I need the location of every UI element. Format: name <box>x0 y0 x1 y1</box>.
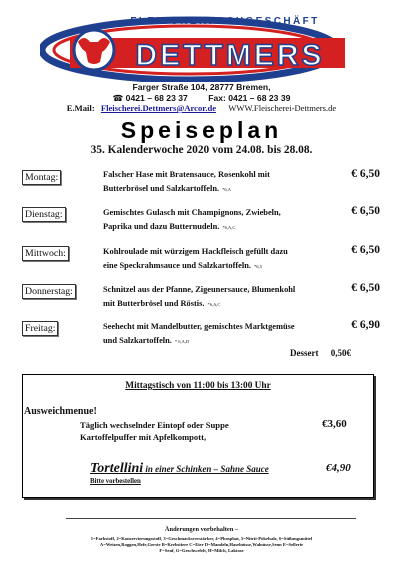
dessert-line <box>290 348 351 358</box>
dish-line: Paprika und dazu Butternudeln. <box>103 222 220 231</box>
dish-line: Seehecht mit Mandelbutter, gemischtes Marktgemüse <box>103 322 295 331</box>
alternative-menu-title: Ausweichmenue! <box>24 406 97 417</box>
address: Farger Straße 104, 28777 Bremen, <box>132 82 271 92</box>
email-label: E.Mail: <box>66 103 95 113</box>
special-dish-desc: in einer Schinken – Sahne Sauce <box>143 464 269 474</box>
day-tuesday: Dienstag: <box>22 207 66 222</box>
price-friday: € 6,90 <box>351 319 380 331</box>
allergen-codes: *6,5 <box>253 264 262 269</box>
dish-line: und Salzkartoffeln. <box>103 336 172 345</box>
dish-line: Schnitzel aus der Pfanne, Zigeunersauce, Blumenkohl <box>103 285 296 294</box>
allergen-codes: *6,A,C <box>222 225 236 230</box>
dish-monday <box>103 168 313 197</box>
footer-divider <box>66 518 356 519</box>
day-thursday: Donnerstag: <box>22 284 76 299</box>
day-friday: Freitag: <box>22 321 58 336</box>
logo-name: DETTMERS <box>135 39 325 72</box>
dessert-price: 0,50€ <box>330 348 351 358</box>
day-monday: Montag: <box>22 170 61 185</box>
dish-friday <box>103 320 313 349</box>
page-title: Speiseplan <box>120 117 283 143</box>
dish-line: Butterbrösel und Salzkartoffeln. <box>103 184 220 193</box>
alt-line: Kartoffelpuffer mit Apfelkompott, <box>80 432 207 442</box>
price-thursday: € 6,50 <box>351 282 380 294</box>
alt-line: Täglich wechselnder Eintopf oder Suppe <box>80 420 229 430</box>
dish-line: Falscher Hase mit Bratensauce, Rosenkohl mit <box>103 170 270 179</box>
dish-line: eine Speckrahmsauce und Salzkartoffeln. <box>103 261 251 270</box>
dish-line: mit Butterbrösel und Röstis. <box>103 299 205 308</box>
special-dish <box>90 459 269 477</box>
allergens-legend-2: F=Senf, G=Geschwefelt, H=Milch, Laktose <box>159 548 244 553</box>
special-dish-price: €4,90 <box>326 462 351 474</box>
allergen-codes: * 6,A,D <box>174 339 190 344</box>
dish-tuesday <box>103 206 313 235</box>
dish-thursday <box>103 283 313 312</box>
allergen-codes: *6,A <box>222 187 231 192</box>
preorder-note: Bitte vorbestellen <box>90 478 141 485</box>
lunch-hours: Mittagstisch von 11:00 bis 13:00 Uhr <box>125 381 271 391</box>
email-line <box>0 103 403 113</box>
dessert-label: Dessert <box>290 348 319 358</box>
dish-line: Kohlroulade mit würzigem Hackfleisch gefüllt dazu <box>103 247 288 256</box>
allergen-codes: *6,A,C <box>207 302 221 307</box>
dish-wednesday <box>103 245 313 274</box>
website: WWW.Fleischerei-Dettmers.de <box>228 103 337 113</box>
price-wednesday: € 6,50 <box>351 244 380 256</box>
company-logo <box>40 10 370 82</box>
week-subtitle: 35. Kalenderwoche 2020 vom 24.08. bis 28.08. <box>90 144 313 156</box>
alternative-menu-description <box>80 419 310 443</box>
price-tuesday: € 6,50 <box>351 205 380 217</box>
additives-legend: 1=Farbstoff, 2=Konservierungsstoff, 3=Geschmacksverstärker, 4=Phosphat, 5=Nitrit-Pökelsalz, 6=Süßungsmittel <box>90 536 313 541</box>
alternative-menu-price: €3,60 <box>322 418 347 430</box>
price-monday: € 6,50 <box>351 168 380 180</box>
fax-number: Fax: 0421 – 68 23 39 <box>208 93 291 103</box>
allergens-legend: A=Weizen,Roggen,Hefe,Gerste B=Krebstiere C=Eier D=Mandeln,Haselnüsse,Walnüsse,Senn E=Sellerie <box>99 542 304 547</box>
changes-notice: Änderungen vorbehalten – <box>164 526 239 533</box>
day-wednesday: Mittwoch: <box>22 246 69 261</box>
logo-tagline: FLEISCHERFACHGESCHÄFT <box>130 16 320 27</box>
dish-line: Gemischtes Gulasch mit Champignons, Zwiebeln, <box>103 208 281 217</box>
email-link[interactable]: Fleischerei.Dettmers@Arcor.de <box>100 103 217 113</box>
special-dish-name: Tortellini <box>90 461 144 476</box>
phone-number: ☎ 0421 – 68 23 37 <box>112 93 188 103</box>
